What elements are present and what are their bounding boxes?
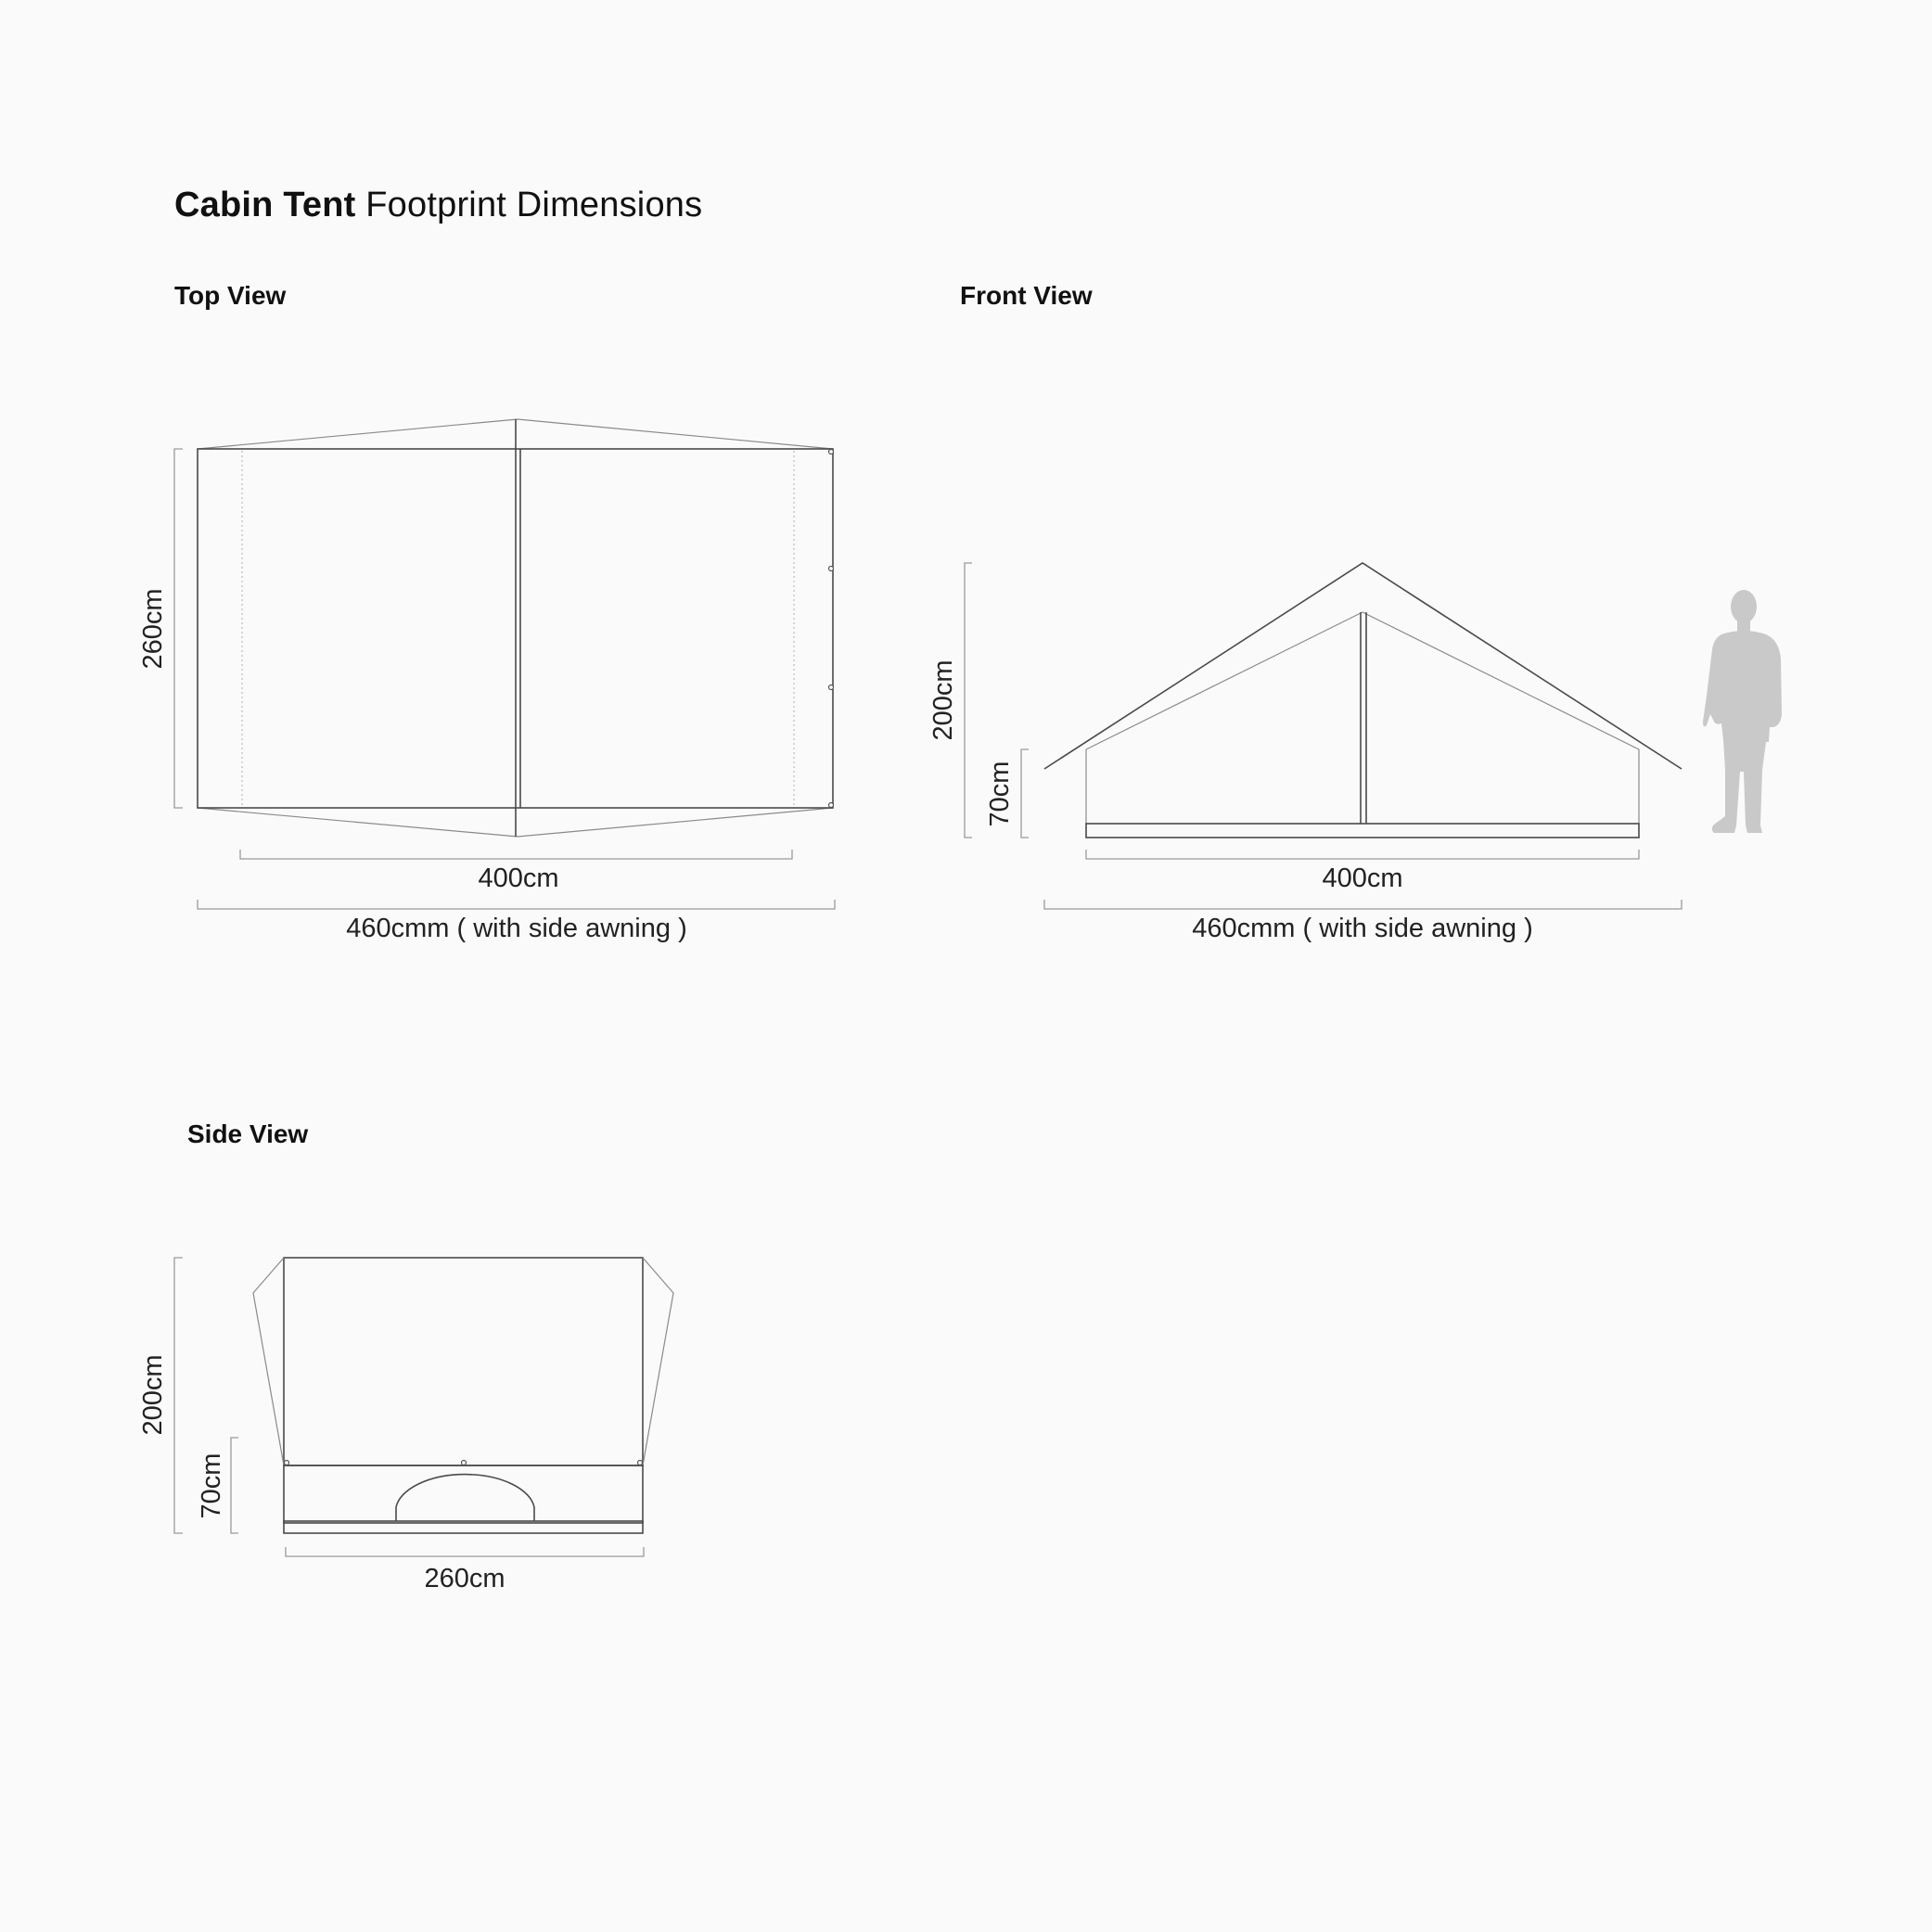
title-bold: Cabin Tent <box>174 186 356 224</box>
title-rest: Footprint Dimensions <box>355 186 703 224</box>
side-view-ring <box>462 1461 467 1465</box>
side-view-right-flap <box>643 1258 673 1465</box>
person-silhouette-icon <box>1703 590 1782 833</box>
front-view-outer-width-label: 460cmm ( with side awning ) <box>1192 914 1533 943</box>
top-view-height-dimline <box>174 449 183 808</box>
top-view-ring <box>829 450 834 454</box>
top-view-ring <box>829 685 834 690</box>
side-view-ring <box>285 1461 289 1465</box>
top-view-height-label: 260cm <box>138 588 168 670</box>
side-view-left-flap <box>253 1258 284 1465</box>
side-view-door <box>396 1475 534 1521</box>
front-view-height-label: 200cm <box>928 659 958 741</box>
side-view-width-label: 260cm <box>424 1564 505 1593</box>
front-view-wall-dimline <box>1021 749 1029 838</box>
side-view-ring <box>638 1461 643 1465</box>
top-view-label: Top View <box>174 281 287 310</box>
front-view-wall-label: 70cm <box>985 761 1015 827</box>
top-view-outer-width-label: 460cmm ( with side awning ) <box>346 914 687 943</box>
front-view-inner-width-dimline <box>1086 850 1639 859</box>
side-view-height-dimline <box>174 1258 183 1533</box>
front-view-inner-width-label: 400cm <box>1322 864 1403 893</box>
front-view-outer-width-dimline <box>1044 900 1682 909</box>
side-view-width-dimline <box>286 1547 644 1556</box>
front-view-inner-roof <box>1086 612 1639 749</box>
side-view-upper-panel <box>284 1258 643 1465</box>
top-view-ring <box>829 803 834 808</box>
front-view-height-dimline <box>965 563 972 838</box>
front-view-label: Front View <box>960 281 1093 310</box>
top-view-inner-width-dimline <box>240 850 792 859</box>
side-view-wall-dimline <box>231 1438 238 1533</box>
front-view-outer-roof <box>1044 563 1682 769</box>
side-view-height-label: 200cm <box>138 1354 168 1436</box>
side-view-drawing <box>138 1258 673 1593</box>
side-view-wall-label: 70cm <box>197 1452 226 1519</box>
top-view-inner-width-label: 400cm <box>478 864 559 893</box>
side-view-label: Side View <box>187 1120 309 1148</box>
top-view-drawing <box>138 419 835 943</box>
front-view-drawing <box>928 563 1782 943</box>
top-view-outer-width-dimline <box>198 900 835 909</box>
front-view-floor <box>1086 824 1639 838</box>
top-view-ring <box>829 567 834 571</box>
